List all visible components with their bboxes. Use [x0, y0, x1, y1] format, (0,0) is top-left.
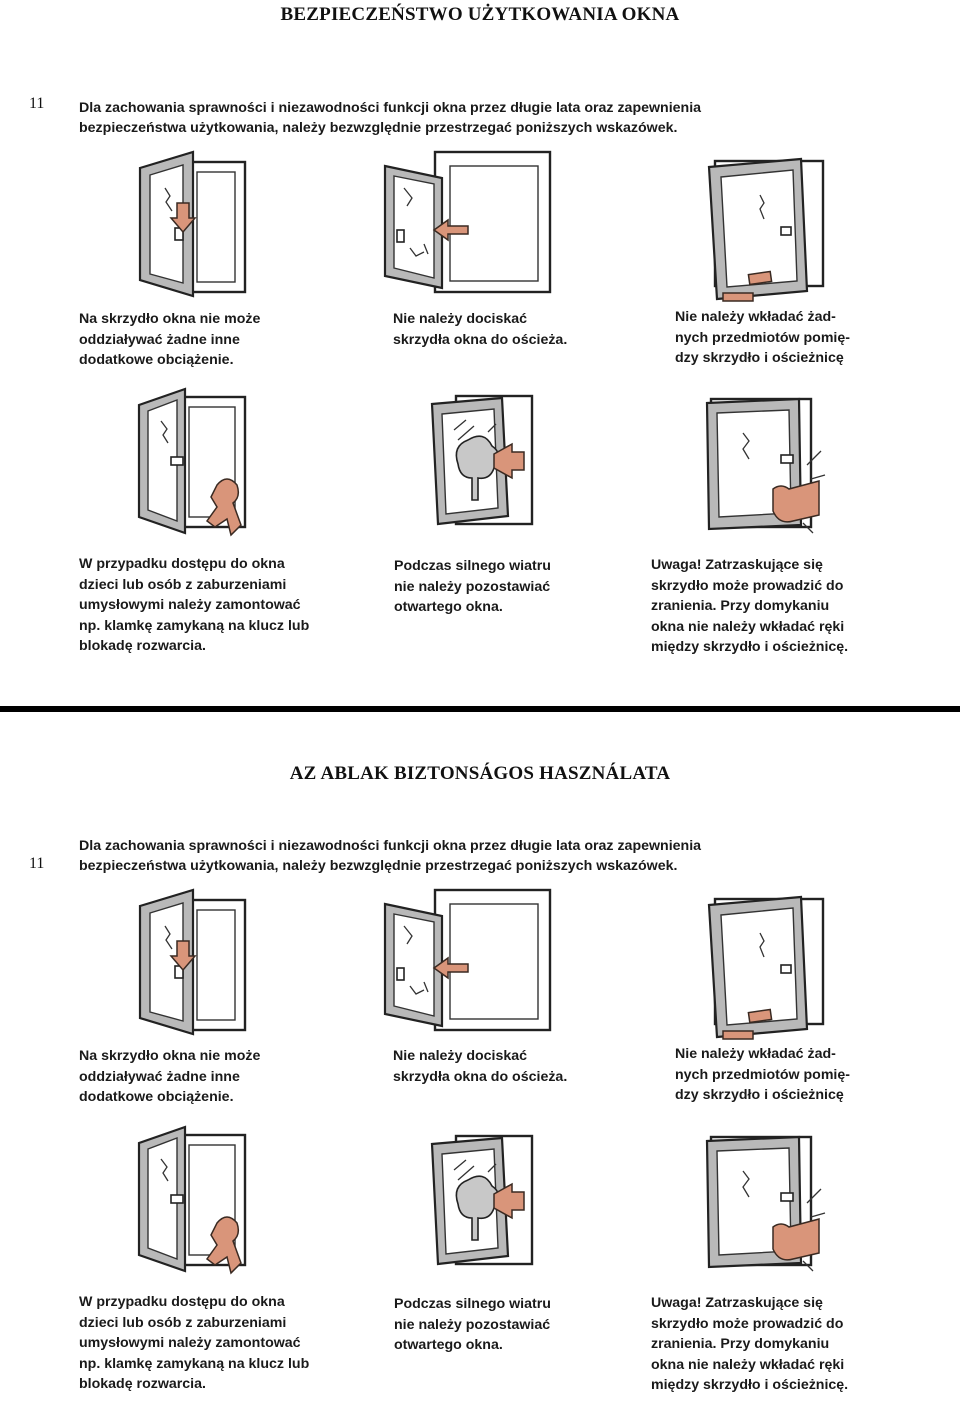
intro-text	[79, 98, 849, 138]
intro-text	[79, 836, 849, 876]
child-icon	[135, 385, 255, 555]
child-icon	[135, 1123, 255, 1293]
caption-load: Na skrzydło okna nie może oddziaływać żadne inne dodatkowe obciążenie.	[79, 311, 261, 368]
caption-warning: Uwaga! Zatrzaskujące się skrzydło może prowadzić do zranienia. Przy domykaniu okna nie należy wkładać ręki między skrzydło i ościeżnicę.	[651, 557, 849, 655]
section-hungarian	[0, 740, 960, 1405]
hand-pinch-icon	[703, 1133, 828, 1273]
caption-children: W przypadku dostępu do okna dzieci lub osób z zaburzeniami umysłowymi należy zamontować np. klamkę zamykaną na klucz lub blokadę rozwarcia.	[79, 1294, 310, 1392]
caption-press: Nie należy dociskać skrzydła okna do ościeża.	[393, 311, 568, 348]
object-in-gap-icon	[705, 155, 830, 305]
caption-wind: Podczas silnego wiatru nie należy pozostawiać otwartego okna.	[394, 558, 551, 615]
section-divider	[0, 706, 960, 712]
load-arrow-icon	[135, 148, 250, 303]
press-arrow-icon	[380, 886, 555, 1036]
wind-icon	[428, 392, 538, 532]
page-number: 11	[29, 855, 45, 872]
intro-line: bezpieczeństwa użytkowania, należy bezwzględnie przestrzegać poniższych wskazówek.	[79, 120, 678, 136]
hand-pinch-icon	[703, 395, 828, 535]
caption-objects: Nie należy wkładać żad- nych przedmiotów pomię- dzy skrzydło i ościeżnicę	[675, 1046, 850, 1103]
intro-line: bezpieczeństwa użytkowania, należy bezwzględnie przestrzegać poniższych wskazówek.	[79, 858, 678, 874]
caption-warning: Uwaga! Zatrzaskujące się skrzydło może prowadzić do zranienia. Przy domykaniu okna nie należy wkładać ręki między skrzydło i ościeżnicę.	[651, 1295, 849, 1393]
section-polish	[0, 0, 960, 700]
wind-icon	[428, 1132, 538, 1272]
object-in-gap-icon	[705, 893, 830, 1043]
page-title: AZ ABLAK BIZTONSÁGOS HASZNÁLATA	[289, 763, 671, 784]
caption-wind: Podczas silnego wiatru nie należy pozostawiać otwartego okna.	[394, 1296, 551, 1353]
caption-load: Na skrzydło okna nie może oddziaływać żadne inne dodatkowe obciążenie.	[79, 1048, 261, 1105]
page-title: BEZPIECZEŃSTWO UŻYTKOWANIA OKNA	[280, 4, 680, 25]
page-number: 11	[29, 95, 45, 112]
load-arrow-icon	[135, 886, 250, 1041]
intro-line: Dla zachowania sprawności i niezawodności funkcji okna przez długie lata oraz zapewnienia	[79, 100, 702, 116]
intro-line: Dla zachowania sprawności i niezawodności funkcji okna przez długie lata oraz zapewnienia	[79, 838, 702, 854]
caption-objects: Nie należy wkładać żad- nych przedmiotów pomię- dzy skrzydło i ościeżnicę	[675, 309, 850, 366]
caption-children: W przypadku dostępu do okna dzieci lub osób z zaburzeniami umysłowymi należy zamontować np. klamkę zamykaną na klucz lub blokadę rozwarcia.	[79, 556, 310, 654]
press-arrow-icon	[380, 148, 555, 298]
caption-press: Nie należy dociskać skrzydła okna do ościeża.	[393, 1048, 568, 1085]
